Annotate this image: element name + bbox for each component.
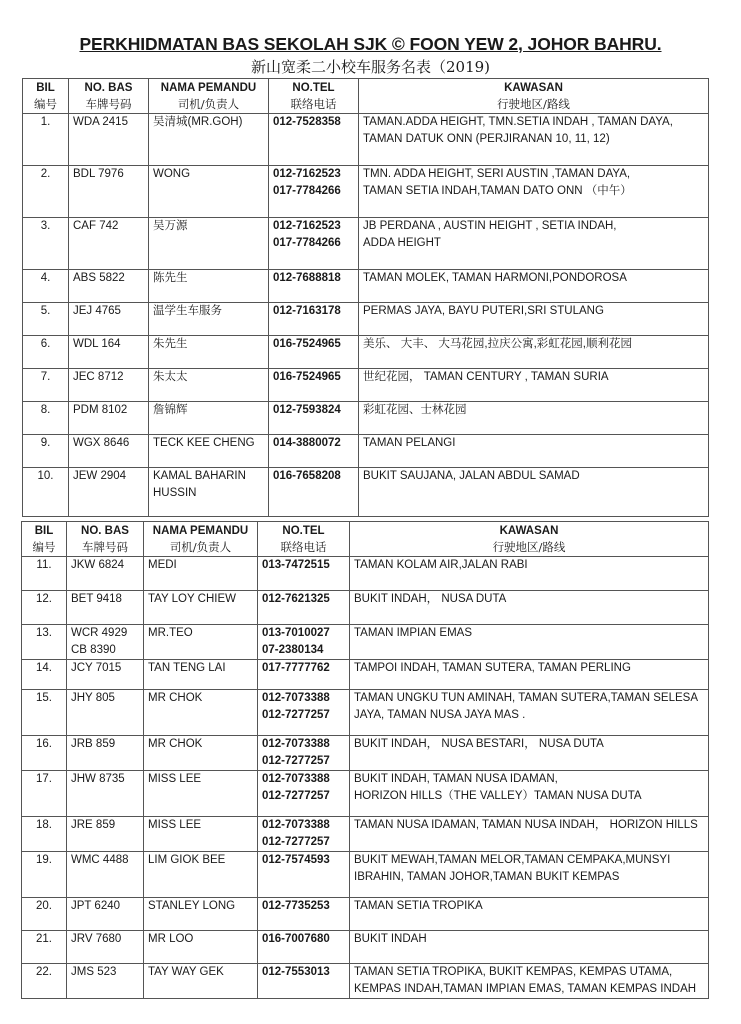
phone-line[interactable]: 016-7658208 xyxy=(273,470,341,482)
table-row xyxy=(23,270,709,303)
header-no-bas-zh: 车牌号码 xyxy=(85,97,132,111)
bus-number-cell xyxy=(67,931,144,964)
header-no-bas xyxy=(69,79,149,114)
table-row xyxy=(23,402,709,435)
area-line: TAMAN IMPIAN EMAS xyxy=(354,627,472,639)
phone-cell xyxy=(258,852,350,898)
phone-line[interactable]: 012-7162523 xyxy=(273,220,341,232)
bus-number-line: JCY 7015 xyxy=(71,662,122,674)
bus-number-line: WMC 4488 xyxy=(71,854,129,866)
area-cell xyxy=(359,303,709,336)
area-cell xyxy=(359,270,709,303)
phone-line[interactable]: 012-7277257 xyxy=(262,836,330,848)
table-row xyxy=(22,898,709,931)
area-line: 世纪花园， TAMAN CENTURY , TAMAN SURIA xyxy=(363,371,609,383)
area-line: BUKIT INDAH， NUSA BESTARI， NUSA DUTA xyxy=(354,738,604,750)
table-2-body xyxy=(22,557,709,999)
bus-number-line: CB 8390 xyxy=(71,644,116,656)
bus-number-cell xyxy=(69,468,149,517)
area-cell xyxy=(350,852,709,898)
bil-cell: 10. xyxy=(23,468,69,517)
bus-number-line: JKW 6824 xyxy=(71,559,125,571)
area-cell xyxy=(350,690,709,736)
phone-line[interactable]: 016-7007680 xyxy=(262,933,330,945)
driver-name-cell xyxy=(144,625,258,660)
driver-name-line: TAY LOY CHIEW xyxy=(148,593,236,605)
driver-name-line: MR CHOK xyxy=(148,738,203,750)
area-line: TAMAN KOLAM AIR,JALAN RABI xyxy=(354,559,528,571)
driver-name-line: MR LOO xyxy=(148,933,194,945)
table-row xyxy=(23,166,709,218)
table-row xyxy=(22,557,709,591)
header-nama-en: NAMA PEMANDU xyxy=(160,82,257,94)
area-line: TAMAN PELANGI xyxy=(363,437,456,449)
area-line: PERMAS JAYA, BAYU PUTERI,SRI STULANG xyxy=(363,305,604,317)
driver-name-line: 朱太太 xyxy=(153,371,188,383)
header-bil-zh: 编号 xyxy=(34,97,57,111)
area-line: BUKIT INDAH, TAMAN NUSA IDAMAN, xyxy=(354,773,558,785)
bil-cell: 7. xyxy=(23,369,69,402)
phone-cell xyxy=(269,114,359,166)
phone-cell xyxy=(258,964,350,999)
phone-cell xyxy=(258,660,350,690)
driver-name-line: MEDI xyxy=(148,559,177,571)
area-line: TAMAN DATUK ONN (PERJIRANAN 10, 11, 12) xyxy=(363,133,610,145)
header-bil xyxy=(22,522,67,557)
driver-name-cell xyxy=(144,931,258,964)
table-row xyxy=(23,435,709,468)
table-row xyxy=(22,852,709,898)
table-row xyxy=(22,817,709,852)
driver-name-cell xyxy=(149,435,269,468)
bil-cell: 2. xyxy=(23,166,69,218)
header-kawasan-en: KAWASAN xyxy=(504,82,563,94)
area-line: TAMAN.ADDA HEIGHT, TMN.SETIA INDAH , TAMAN DAYA, xyxy=(363,116,673,128)
phone-line[interactable]: 012-7073388 xyxy=(262,738,330,750)
phone-cell xyxy=(269,435,359,468)
bil-cell: 8. xyxy=(23,402,69,435)
phone-line[interactable]: 017-7784266 xyxy=(273,185,341,197)
table-row xyxy=(22,625,709,660)
phone-cell xyxy=(258,591,350,625)
table-row xyxy=(22,690,709,736)
header-nama-en: NAMA PEMANDU xyxy=(152,525,249,537)
area-cell xyxy=(350,557,709,591)
bus-number-line: JEW 2904 xyxy=(73,470,127,482)
table-header-row xyxy=(23,79,709,114)
table-row xyxy=(23,303,709,336)
bil-cell: 11. xyxy=(22,557,67,591)
header-tel xyxy=(258,522,350,557)
driver-name-cell xyxy=(144,964,258,999)
bus-number-cell xyxy=(67,898,144,931)
area-line: BUKIT SAUJANA, JALAN ABDUL SAMAD xyxy=(363,470,580,482)
area-line: KEMPAS INDAH,TAMAN IMPIAN EMAS, TAMAN KEMPAS INDAH xyxy=(354,983,697,995)
bus-number-cell xyxy=(67,690,144,736)
bus-number-line: BET 9418 xyxy=(71,593,122,605)
bil-cell: 5. xyxy=(23,303,69,336)
phone-cell xyxy=(258,931,350,964)
phone-line[interactable]: 012-7073388 xyxy=(262,773,330,785)
area-cell xyxy=(359,218,709,270)
bus-number-cell xyxy=(67,736,144,771)
area-line: IBRAHIN, TAMAN JOHOR,TAMAN BUKIT KEMPAS xyxy=(354,871,620,883)
area-line: 彩虹花园、士林花园 xyxy=(363,404,467,416)
header-kawasan-en: KAWASAN xyxy=(499,525,559,537)
header-kawasan xyxy=(350,522,709,557)
phone-line[interactable]: 014-3880072 xyxy=(273,437,341,449)
phone-line[interactable]: 012-7073388 xyxy=(262,819,330,831)
bil-cell: 18. xyxy=(22,817,67,852)
bus-number-line: ABS 5822 xyxy=(73,272,125,284)
header-nama xyxy=(149,79,269,114)
bus-number-line: BDL 7976 xyxy=(73,168,124,180)
header-bil-en: BIL xyxy=(36,82,55,94)
header-tel-en: NO.TEL xyxy=(292,82,335,94)
driver-name-line: TAN TENG LAI xyxy=(148,662,226,674)
bil-cell: 16. xyxy=(22,736,67,771)
header-tel-zh: 联络电话 xyxy=(280,540,327,554)
area-line: TAMAN MOLEK, TAMAN HARMONI,PONDOROSA xyxy=(363,272,627,284)
driver-name-cell xyxy=(149,336,269,369)
phone-cell xyxy=(269,369,359,402)
driver-name-line: KAMAL BAHARIN xyxy=(153,470,246,482)
bus-service-table-2 xyxy=(21,521,709,999)
driver-name-cell xyxy=(149,369,269,402)
driver-name-cell xyxy=(144,898,258,931)
area-line: TAMAN SETIA INDAH,TAMAN DATO ONN （中午） xyxy=(363,185,632,197)
bus-number-line: WDL 164 xyxy=(73,338,121,350)
area-line: BUKIT INDAH xyxy=(354,933,427,945)
header-tel-zh: 联络电话 xyxy=(290,97,337,111)
bil-cell: 4. xyxy=(23,270,69,303)
driver-name-line: 陈先生 xyxy=(153,272,188,284)
table-row xyxy=(22,591,709,625)
area-line: JAYA, TAMAN NUSA JAYA MAS . xyxy=(354,709,526,721)
driver-name-line: MR CHOK xyxy=(148,692,203,704)
area-cell xyxy=(359,336,709,369)
driver-name-line: 吴清城(MR.GOH) xyxy=(153,116,243,128)
table-row xyxy=(22,931,709,964)
header-no-bas-zh: 车牌号码 xyxy=(82,540,128,554)
bil-cell: 22. xyxy=(22,964,67,999)
bus-number-line: JEC 8712 xyxy=(73,371,124,383)
phone-line[interactable]: 017-7777762 xyxy=(262,662,330,674)
driver-name-cell xyxy=(144,771,258,817)
area-cell xyxy=(359,435,709,468)
phone-cell xyxy=(258,690,350,736)
bus-number-cell xyxy=(69,369,149,402)
bil-cell: 13. xyxy=(22,625,67,660)
table-row xyxy=(22,736,709,771)
bil-cell: 17. xyxy=(22,771,67,817)
driver-name-line: MISS LEE xyxy=(148,819,202,831)
header-no-bas-en: NO. BAS xyxy=(84,82,133,94)
driver-name-line: 温学生车服务 xyxy=(153,305,222,317)
bus-number-cell xyxy=(69,435,149,468)
area-cell xyxy=(359,468,709,517)
phone-line[interactable]: 012-7162523 xyxy=(273,168,341,180)
document-subtitle: 新山宽柔二小校车服务名表（2019) xyxy=(250,58,491,76)
driver-name-line: HUSSIN xyxy=(153,487,197,499)
phone-cell xyxy=(269,270,359,303)
phone-line[interactable]: 012-7688818 xyxy=(273,272,341,284)
header-tel-en: NO.TEL xyxy=(282,525,325,537)
bus-number-cell xyxy=(69,218,149,270)
area-line: BUKIT MEWAH,TAMAN MELOR,TAMAN CEMPAKA,MUNSYI xyxy=(354,854,671,866)
driver-name-cell xyxy=(149,468,269,517)
table-row xyxy=(23,114,709,166)
header-nama-zh: 司机/负责人 xyxy=(177,97,240,111)
phone-cell xyxy=(269,468,359,517)
table-row xyxy=(23,369,709,402)
driver-name-line: 吴万源 xyxy=(153,220,188,232)
area-line: TMN. ADDA HEIGHT, SERI AUSTIN ,TAMAN DAYA, xyxy=(363,168,631,180)
phone-line[interactable]: 012-7574593 xyxy=(262,854,330,866)
area-line: 美乐、 大丰、 大马花园,拉庆公寓,彩虹花园,顺利花园 xyxy=(363,338,632,350)
table-row xyxy=(22,771,709,817)
phone-cell xyxy=(258,898,350,931)
driver-name-cell xyxy=(144,736,258,771)
phone-cell xyxy=(269,336,359,369)
area-cell xyxy=(350,931,709,964)
bus-number-line: WDA 2415 xyxy=(73,116,128,128)
bus-number-line: JRE 859 xyxy=(71,819,116,831)
table-row xyxy=(23,468,709,517)
phone-line[interactable]: 012-7528358 xyxy=(273,116,341,128)
phone-line[interactable]: 012-7593824 xyxy=(273,404,341,416)
bus-number-line: PDM 8102 xyxy=(73,404,128,416)
driver-name-cell xyxy=(144,817,258,852)
header-tel xyxy=(269,79,359,114)
area-cell xyxy=(359,114,709,166)
bus-number-cell xyxy=(69,114,149,166)
driver-name-cell xyxy=(144,660,258,690)
bil-cell: 21. xyxy=(22,931,67,964)
driver-name-cell xyxy=(149,270,269,303)
driver-name-line: MR.TEO xyxy=(148,627,193,639)
header-bil xyxy=(23,79,69,114)
phone-line[interactable]: 012-7073388 xyxy=(262,692,330,704)
header-no-bas xyxy=(67,522,144,557)
phone-line[interactable]: 012-7277257 xyxy=(262,790,330,802)
phone-cell xyxy=(269,218,359,270)
area-line: TAMAN NUSA IDAMAN, TAMAN NUSA INDAH， HORIZON HILLS xyxy=(354,819,698,831)
area-line: TAMAN SETIA TROPIKA, BUKIT KEMPAS, KEMPAS UTAMA, xyxy=(354,966,673,978)
driver-name-cell xyxy=(144,591,258,625)
table-row xyxy=(22,660,709,690)
phone-cell xyxy=(258,557,350,591)
phone-line[interactable]: 012-7277257 xyxy=(262,755,330,767)
driver-name-line: TECK KEE CHENG xyxy=(153,437,255,449)
phone-line[interactable]: 016-7524965 xyxy=(273,371,341,383)
table-1-body xyxy=(23,114,709,517)
driver-name-line: TAY WAY GEK xyxy=(148,966,224,978)
area-cell xyxy=(350,736,709,771)
phone-cell xyxy=(258,771,350,817)
table-row xyxy=(23,218,709,270)
header-bil-zh: 编号 xyxy=(32,540,56,554)
header-no-bas-en: NO. BAS xyxy=(81,525,129,537)
area-cell xyxy=(359,369,709,402)
area-line: HORIZON HILLS（THE VALLEY）TAMAN NUSA DUTA xyxy=(354,790,642,802)
bus-number-line: WCR 4929 xyxy=(71,627,128,639)
bus-number-cell xyxy=(67,852,144,898)
area-cell xyxy=(359,402,709,435)
phone-cell xyxy=(269,402,359,435)
bil-cell: 6. xyxy=(23,336,69,369)
bus-number-cell xyxy=(69,336,149,369)
bus-number-cell xyxy=(69,270,149,303)
area-line: ADDA HEIGHT xyxy=(363,237,441,249)
header-nama xyxy=(144,522,258,557)
driver-name-cell xyxy=(144,852,258,898)
bus-number-line: JRV 7680 xyxy=(71,933,122,945)
bus-number-line: JHY 805 xyxy=(71,692,115,704)
phone-line[interactable]: 07-2380134 xyxy=(262,644,324,656)
document-title: PERKHIDMATAN BAS SEKOLAH SJK © FOON YEW 2, JOHOR BAHRU. xyxy=(79,34,662,54)
header-kawasan xyxy=(359,79,709,114)
area-line: TAMAN UNGKU TUN AMINAH, TAMAN SUTERA,TAMAN SELESA xyxy=(354,692,698,704)
driver-name-cell xyxy=(144,690,258,736)
area-line: BUKIT INDAH， NUSA DUTA xyxy=(354,593,507,605)
bil-cell: 12. xyxy=(22,591,67,625)
phone-line[interactable]: 012-7621325 xyxy=(262,593,330,605)
bus-number-line: JPT 6240 xyxy=(71,900,121,912)
driver-name-cell xyxy=(149,218,269,270)
area-cell xyxy=(350,625,709,660)
driver-name-line: WONG xyxy=(153,168,191,180)
area-cell xyxy=(359,166,709,218)
area-cell xyxy=(350,771,709,817)
driver-name-cell xyxy=(144,557,258,591)
bus-number-cell xyxy=(67,660,144,690)
bus-number-cell xyxy=(67,591,144,625)
bus-number-line: JRB 859 xyxy=(71,738,116,750)
table-header-row xyxy=(22,522,709,557)
bil-cell: 19. xyxy=(22,852,67,898)
bus-number-cell xyxy=(69,402,149,435)
bil-cell: 1. xyxy=(23,114,69,166)
bus-number-cell xyxy=(67,557,144,591)
header-bil-en: BIL xyxy=(34,525,54,537)
phone-line[interactable]: 012-7277257 xyxy=(262,709,330,721)
area-line: TAMPOI INDAH, TAMAN SUTERA, TAMAN PERLING xyxy=(354,662,631,674)
driver-name-cell xyxy=(149,402,269,435)
bus-number-cell xyxy=(69,303,149,336)
phone-cell xyxy=(258,625,350,660)
phone-cell xyxy=(258,817,350,852)
phone-line[interactable]: 013-7010027 xyxy=(262,627,330,639)
bus-number-line: JMS 523 xyxy=(71,966,117,978)
area-cell xyxy=(350,660,709,690)
header-kawasan-zh: 行驶地区/路线 xyxy=(492,540,566,554)
driver-name-cell xyxy=(149,166,269,218)
driver-name-line: 朱先生 xyxy=(153,338,188,350)
phone-line[interactable]: 012-7163178 xyxy=(273,305,341,317)
bus-number-cell xyxy=(67,771,144,817)
area-line: JB PERDANA , AUSTIN HEIGHT , SETIA INDAH, xyxy=(363,220,617,232)
phone-line[interactable]: 016-7524965 xyxy=(273,338,341,350)
phone-line[interactable]: 013-7472515 xyxy=(262,559,330,571)
area-cell xyxy=(350,591,709,625)
table-row xyxy=(22,964,709,999)
driver-name-line: LIM GIOK BEE xyxy=(148,854,226,866)
driver-name-cell xyxy=(149,114,269,166)
phone-line[interactable]: 012-7735253 xyxy=(262,900,330,912)
phone-line[interactable]: 017-7784266 xyxy=(273,237,341,249)
driver-name-line: STANLEY LONG xyxy=(148,900,236,912)
bus-service-table-1 xyxy=(22,78,709,517)
bus-number-line: WGX 8646 xyxy=(73,437,130,449)
header-kawasan-zh: 行驶地区/路线 xyxy=(497,97,570,111)
bus-number-cell xyxy=(67,625,144,660)
bil-cell: 15. xyxy=(22,690,67,736)
header-nama-zh: 司机/负责人 xyxy=(169,540,232,554)
phone-cell xyxy=(258,736,350,771)
bil-cell: 14. xyxy=(22,660,67,690)
bil-cell: 9. xyxy=(23,435,69,468)
phone-line[interactable]: 012-7553013 xyxy=(262,966,330,978)
driver-name-line: 詹锦辉 xyxy=(153,404,188,416)
bil-cell: 3. xyxy=(23,218,69,270)
bus-number-cell xyxy=(69,166,149,218)
phone-cell xyxy=(269,303,359,336)
bus-number-line: JHW 8735 xyxy=(71,773,125,785)
area-cell xyxy=(350,817,709,852)
bil-cell: 20. xyxy=(22,898,67,931)
table-row xyxy=(23,336,709,369)
bus-number-line: CAF 742 xyxy=(73,220,119,232)
area-line: TAMAN SETIA TROPIKA xyxy=(354,900,483,912)
area-cell xyxy=(350,964,709,999)
bus-number-cell xyxy=(67,964,144,999)
bus-number-cell xyxy=(67,817,144,852)
bus-number-line: JEJ 4765 xyxy=(73,305,121,317)
phone-cell xyxy=(269,166,359,218)
area-cell xyxy=(350,898,709,931)
driver-name-line: MISS LEE xyxy=(148,773,202,785)
driver-name-cell xyxy=(149,303,269,336)
